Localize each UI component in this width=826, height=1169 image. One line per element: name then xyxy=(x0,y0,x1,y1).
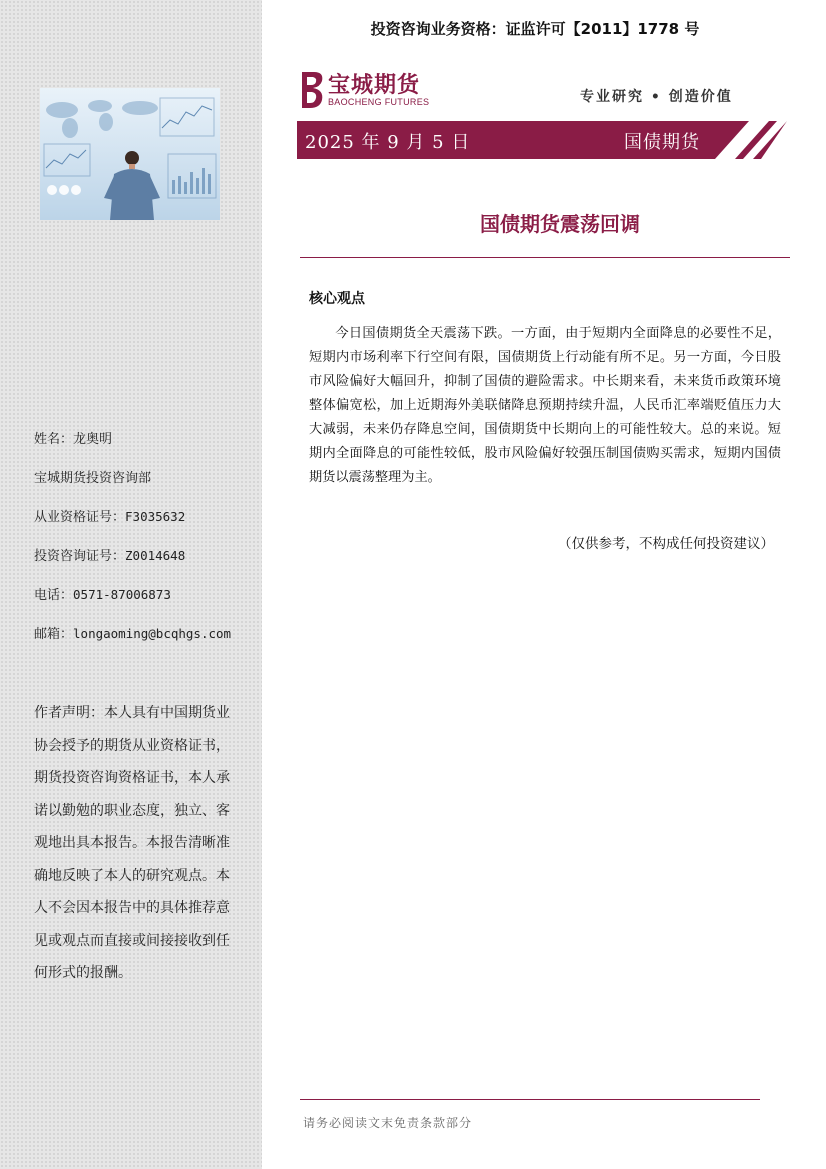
email-value[interactable]: longaoming@bcqhgs.com xyxy=(73,626,232,641)
brand-logo xyxy=(298,68,438,112)
analyst-name-value: 龙奥明 xyxy=(73,432,113,447)
brand-name-cn: 宝城期货 xyxy=(328,72,421,98)
phone-label: 电话： xyxy=(34,588,74,603)
analyst-consulting-cert xyxy=(34,545,185,564)
report-category: 国债期货 xyxy=(624,132,700,153)
hero-image xyxy=(40,88,220,220)
phone-value: 0571-87006873 xyxy=(73,587,171,602)
analyst-qualification xyxy=(34,506,185,525)
footer-divider xyxy=(300,1099,760,1100)
slogan: 专业研究 • 创造价值 xyxy=(580,89,733,105)
email-label: 邮箱： xyxy=(34,627,74,642)
qualification-label: 从业资格证号： xyxy=(34,510,126,525)
brand-name-en: BAOCHENG FUTURES xyxy=(328,97,430,107)
title-divider xyxy=(300,257,790,258)
core-viewpoint-text: 今日国债期货全天震荡下跌。一方面，由于短期内全面降息的必要性不足，短期内市场利率下行空间有限，国债期货上行动能有所不足。另一方面，今日股市风险偏好大幅回升，抑制了国债的避险需求。中长期来看，未来货币政策环境整体偏宽松，加上近期海外美联储降息预期持续升温，人民币汇率端贬值压力大大减弱，未来仍存降息空间，国债期货中长期向上的可能性较大。总的来说。短期内全面降息的可能性较低，股市风险偏好较强压制国债购买需求，短期内国债期货以震荡整理为主。 xyxy=(309,326,781,485)
footer-note: 请务必阅读文末免责条款部分 xyxy=(303,1116,473,1130)
author-statement: 作者声明：本人具有中国期货业协会授予的期货从业资格证书，期货投资咨询资格证书，本人承诺以勤勉的职业态度，独立、客观地出具本报告。本报告清晰准确地反映了本人的研究观点。本人不会因本报告中的具体推荐意见或观点而直接或间接接收到任何形式的报酬。 xyxy=(34,705,230,981)
analyst-email xyxy=(34,623,231,642)
report-date: 2025 年 9 月 5 日 xyxy=(305,132,471,153)
analyst-department: 宝城期货投资咨询部 xyxy=(34,471,152,486)
brand-logo-icon xyxy=(298,70,326,110)
qualification-value: F3035632 xyxy=(125,509,186,524)
section-heading: 核心观点 xyxy=(309,291,365,307)
analyst-phone xyxy=(34,584,171,603)
consulting-label: 投资咨询证号： xyxy=(34,549,126,564)
consulting-value: Z0014648 xyxy=(125,548,186,563)
disclaimer: （仅供参考，不构成任何投资建议） xyxy=(558,536,774,552)
analyst-name xyxy=(34,428,112,447)
report-title: 国债期货震荡回调 xyxy=(480,212,640,236)
analyst-name-label: 姓名： xyxy=(34,432,74,447)
license-header: 投资咨询业务资格：证监许可【2011】1778 号 xyxy=(370,20,700,38)
